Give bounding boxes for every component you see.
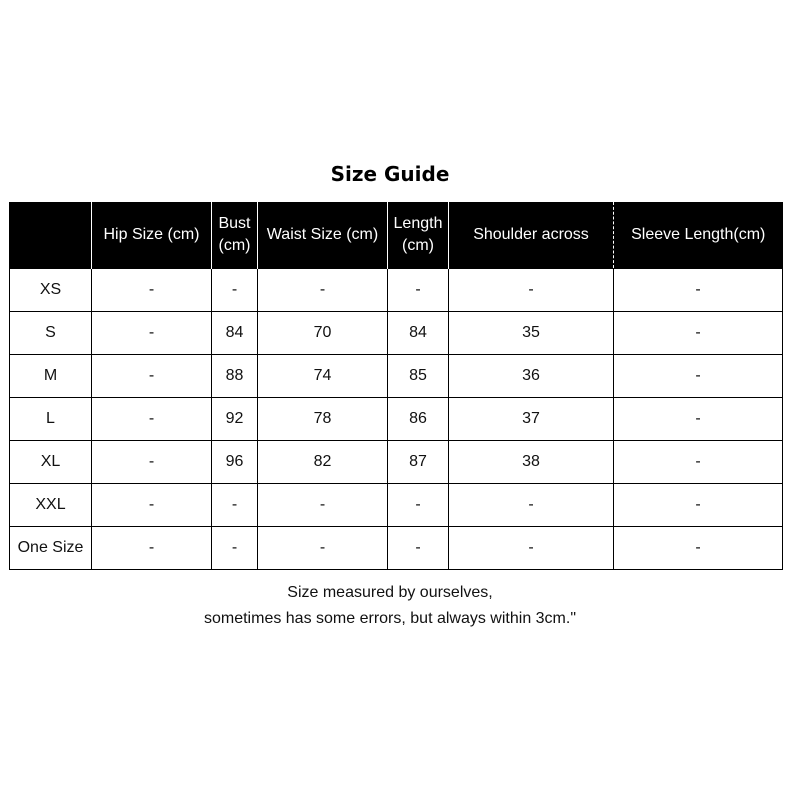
table-cell: 78 xyxy=(258,398,388,441)
table-cell: - xyxy=(388,484,449,527)
table-cell: - xyxy=(212,527,258,570)
table-cell: - xyxy=(92,269,212,312)
table-header-row xyxy=(10,202,783,269)
header-bust xyxy=(212,202,258,269)
table-row xyxy=(10,484,783,527)
header-bust-label: Bust (cm) xyxy=(218,215,251,254)
table-cell: 87 xyxy=(388,441,449,484)
table-row xyxy=(10,355,783,398)
table-cell: - xyxy=(92,312,212,355)
table-row xyxy=(10,312,783,355)
table-cell: - xyxy=(449,527,614,570)
table-cell: 35 xyxy=(449,312,614,355)
table-cell: 74 xyxy=(258,355,388,398)
header-sleeve-length: Sleeve Length(cm) xyxy=(614,202,783,269)
table-cell: - xyxy=(614,398,783,441)
header-length xyxy=(388,202,449,269)
table-cell: 92 xyxy=(212,398,258,441)
table-cell: 70 xyxy=(258,312,388,355)
table-cell: 37 xyxy=(449,398,614,441)
table-cell: - xyxy=(92,441,212,484)
table-cell: - xyxy=(92,355,212,398)
table-cell: - xyxy=(258,484,388,527)
table-cell: - xyxy=(92,527,212,570)
size-label: M xyxy=(10,355,92,398)
table-cell: - xyxy=(614,527,783,570)
table-cell: - xyxy=(92,484,212,527)
table-row xyxy=(10,527,783,570)
table-row xyxy=(10,441,783,484)
table-cell: - xyxy=(614,441,783,484)
size-label: L xyxy=(10,398,92,441)
header-length-label: Length (cm) xyxy=(393,215,443,254)
table-row xyxy=(10,398,783,441)
table-cell: 86 xyxy=(388,398,449,441)
size-label: XS xyxy=(10,269,92,312)
table-cell: 36 xyxy=(449,355,614,398)
table-cell: 84 xyxy=(212,312,258,355)
table-cell: - xyxy=(614,355,783,398)
table-cell: - xyxy=(614,484,783,527)
table-cell: 82 xyxy=(258,441,388,484)
table-cell: - xyxy=(258,269,388,312)
table-cell: - xyxy=(212,484,258,527)
table-cell: - xyxy=(388,269,449,312)
table-cell: 96 xyxy=(212,441,258,484)
table-cell: - xyxy=(614,269,783,312)
size-guide-table xyxy=(9,202,783,570)
table-cell: - xyxy=(212,269,258,312)
size-label: XXL xyxy=(10,484,92,527)
header-hip-size: Hip Size (cm) xyxy=(92,202,212,269)
size-label: S xyxy=(10,312,92,355)
table-cell: - xyxy=(449,269,614,312)
table-cell: - xyxy=(388,527,449,570)
table-cell: - xyxy=(614,312,783,355)
table-cell: - xyxy=(258,527,388,570)
size-label: One Size xyxy=(10,527,92,570)
table-cell: 84 xyxy=(388,312,449,355)
table-row xyxy=(10,269,783,312)
header-waist-size: Waist Size (cm) xyxy=(258,202,388,269)
header-shoulder-across: Shoulder across xyxy=(449,202,614,269)
table-cell: - xyxy=(449,484,614,527)
size-label: XL xyxy=(10,441,92,484)
page-title: Size Guide xyxy=(330,162,450,186)
measurement-note-line-2: sometimes has some errors, but always within 3cm." xyxy=(203,610,577,627)
measurement-note-line-1: Size measured by ourselves, xyxy=(287,584,493,601)
table-cell: - xyxy=(92,398,212,441)
table-cell: 38 xyxy=(449,441,614,484)
table-cell: 85 xyxy=(388,355,449,398)
table-cell: 88 xyxy=(212,355,258,398)
header-corner xyxy=(10,202,92,269)
